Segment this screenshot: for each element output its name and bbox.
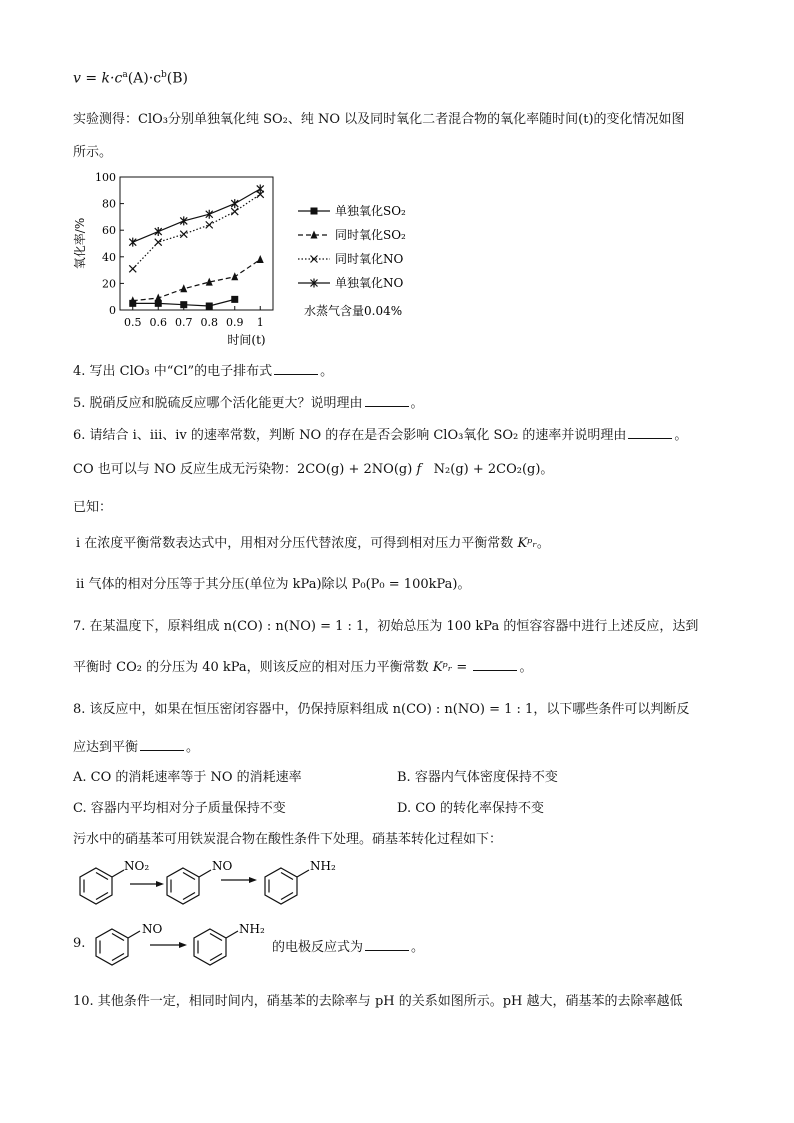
x-tick-label: 0.7 [175, 316, 193, 329]
legend-label-4: 单独氧化NO [335, 276, 404, 290]
question-6-text: 6. 请结合 ⅰ、ⅲ、ⅳ 的速率常数，判断 NO 的存在是否会影响 ClO₃氧化 SO₂ 的速率并说明理由 [73, 428, 627, 443]
intro-line-2: 所示。 [73, 145, 113, 160]
co-reaction-products: N₂(g) + 2CO₂(g)。 [433, 462, 554, 477]
answer-blank-8[interactable] [140, 738, 184, 751]
kp-symbol: Kᵖᵣ [432, 660, 453, 675]
known-heading: 已知： [73, 500, 113, 515]
question-7-line-2: 平衡时 CO₂ 的分压为 40 kPa，则该反应的相对压力平衡常数 Kᵖᵣ = 。 [73, 660, 533, 675]
x-tick-label: 0.9 [226, 316, 244, 329]
benzene-ring-1 [80, 868, 112, 904]
series-line-2 [133, 259, 261, 300]
question-8-line-1: 8. 该反应中，如果在恒压密闭容器中，仍保持原料组成 n(CO) : n(NO) = 1 : 1，以下哪些条件可以判断反 [73, 702, 690, 717]
question-9-scheme [84, 915, 274, 977]
rate-law-left: v = k·c [73, 70, 123, 87]
answer-blank-9[interactable] [365, 938, 409, 951]
data-point-series-3 [155, 239, 162, 246]
question-7-line-1: 7. 在某温度下，原料组成 n(CO) : n(NO) = 1 : 1，初始总压为 100 kPa 的恒容容器中进行上述反应，达到 [73, 619, 699, 634]
y-tick-label: 80 [102, 197, 116, 211]
co-reaction-line [73, 458, 553, 477]
question-4 [73, 360, 333, 379]
y-tick-label: 0 [109, 304, 116, 317]
question-9-tail [272, 936, 424, 955]
x-tick-label: 0.5 [124, 316, 142, 329]
rate-law-end: (B) [166, 70, 189, 87]
question-8-line-2 [73, 736, 199, 755]
benzene-ring-3 [265, 868, 297, 904]
question-5-text: 5. 脱硝反应和脱硫反应哪个活化能更大？说明理由 [73, 396, 363, 411]
x-axis-label: 时间(t) [227, 333, 266, 347]
rate-law-mid: (A)·c [127, 70, 162, 87]
known-i [76, 532, 550, 551]
substituent-nh2: NH₂ [310, 859, 336, 873]
nitrobenzene-intro: 污水中的硝基苯可用铁炭混合物在酸性条件下处理。硝基苯转化过程如下： [73, 832, 503, 847]
q9-substituent-no: NO [142, 922, 163, 936]
x-tick-label: 0.6 [149, 316, 167, 329]
period: 。 [186, 740, 200, 755]
data-point-series-1 [180, 301, 187, 308]
question-10: 10. 其他条件一定，相同时间内，硝基苯的去除率与 pH 的关系如图所示。pH 越大，硝基苯的去除率越低 [73, 994, 683, 1009]
period: 。 [674, 428, 688, 443]
data-point-series-4 [180, 216, 187, 225]
known-i-text: ⅰ 在浓度平衡常数表达式中，用相对分压代替浓度，可得到相对压力平衡常数 [76, 536, 514, 551]
period: 。 [410, 396, 424, 411]
data-point-series-3 [231, 208, 238, 215]
option-b[interactable]: B. 容器内气体密度保持不变 [397, 770, 558, 785]
series-line-3 [133, 194, 261, 268]
legend-marker-1 [311, 208, 318, 215]
y-tick-label: 20 [102, 277, 116, 291]
x-tick-label: 0.8 [200, 316, 218, 329]
benzene-ring-2 [167, 868, 199, 904]
data-point-series-3 [180, 231, 187, 238]
intro-line-1: 实验测得：ClO₃分别单独氧化纯 SO₂、纯 NO 以及同时氧化二者混合物的氧化率随时间(t)的变化情况如图 [73, 112, 685, 127]
nitrobenzene-scheme [66, 850, 366, 918]
answer-blank-5[interactable] [365, 394, 409, 407]
equilibrium-symbol: f [416, 462, 422, 477]
answer-blank-4[interactable] [274, 362, 318, 375]
known-ii: ⅱ 气体的相对分压等于其分压(单位为 kPa)除以 P₀(P₀ = 100kPa)。 [76, 577, 471, 592]
data-point-series-4 [206, 210, 213, 219]
data-point-series-4 [129, 238, 136, 247]
data-point-series-2 [180, 284, 187, 292]
data-point-series-3 [129, 265, 136, 272]
arrowhead-2 [249, 877, 257, 883]
rate-law-exp-a: a [122, 70, 128, 80]
question-9-number: 9. [73, 936, 86, 951]
answer-blank-6[interactable] [628, 426, 672, 439]
rate-law [73, 70, 188, 87]
substituent-no2: NO₂ [124, 859, 150, 873]
question-4-text: 4. 写出 ClO₃ 中“Cl”的电子排布式 [73, 364, 273, 379]
co-reaction-text: CO 也可以与 NO 反应生成无污染物：2CO(g) + 2NO(g) [73, 462, 413, 477]
answer-blank-7[interactable] [473, 658, 517, 671]
data-point-series-1 [231, 296, 238, 303]
kp-symbol: Kᵖᵣ [517, 536, 537, 551]
y-tick-label: 60 [102, 224, 116, 238]
substituent-no: NO [212, 859, 233, 873]
data-point-series-3 [206, 221, 213, 228]
period: 。 [536, 536, 550, 551]
x-tick-label: 1 [256, 316, 264, 329]
data-point-series-4 [155, 227, 162, 236]
series-line-4 [133, 189, 261, 242]
data-point-series-4 [257, 184, 264, 193]
question-8-text: 应达到平衡 [73, 740, 139, 755]
data-point-series-2 [257, 255, 264, 263]
question-5 [73, 392, 424, 411]
option-d[interactable]: D. CO 的转化率保持不变 [397, 801, 544, 816]
period: 。 [411, 940, 425, 955]
y-axis-label: 氧化率/% [73, 217, 87, 270]
arrowhead-1 [156, 881, 164, 887]
legend-label-1: 单独氧化SO₂ [335, 204, 406, 218]
y-tick-label: 40 [102, 250, 116, 264]
option-c[interactable]: C. 容器内平均相对分子质量保持不变 [73, 801, 286, 816]
question-9-text: 的电极反应式为 [272, 940, 364, 955]
data-point-series-4 [231, 199, 238, 208]
period: 。 [519, 660, 533, 675]
question-7-text: 平衡时 CO₂ 的分压为 40 kPa，则该反应的相对压力平衡常数 [73, 660, 429, 675]
oxidation-rate-chart [68, 165, 438, 350]
period: 。 [320, 364, 334, 379]
question-6 [73, 424, 687, 443]
plot-frame [120, 177, 273, 310]
legend-label-3: 同时氧化NO [335, 252, 404, 266]
data-point-series-1 [206, 303, 213, 310]
chart-note: 水蒸气含量0.04% [304, 304, 403, 318]
data-point-series-2 [231, 272, 238, 280]
option-a[interactable]: A. CO 的消耗速率等于 NO 的消耗速率 [73, 770, 302, 785]
legend-label-2: 同时氧化SO₂ [335, 228, 406, 242]
y-tick-label: 100 [95, 171, 116, 184]
rate-law-exp-b: b [161, 70, 167, 80]
q9-substituent-nh2: NH₂ [239, 922, 265, 936]
